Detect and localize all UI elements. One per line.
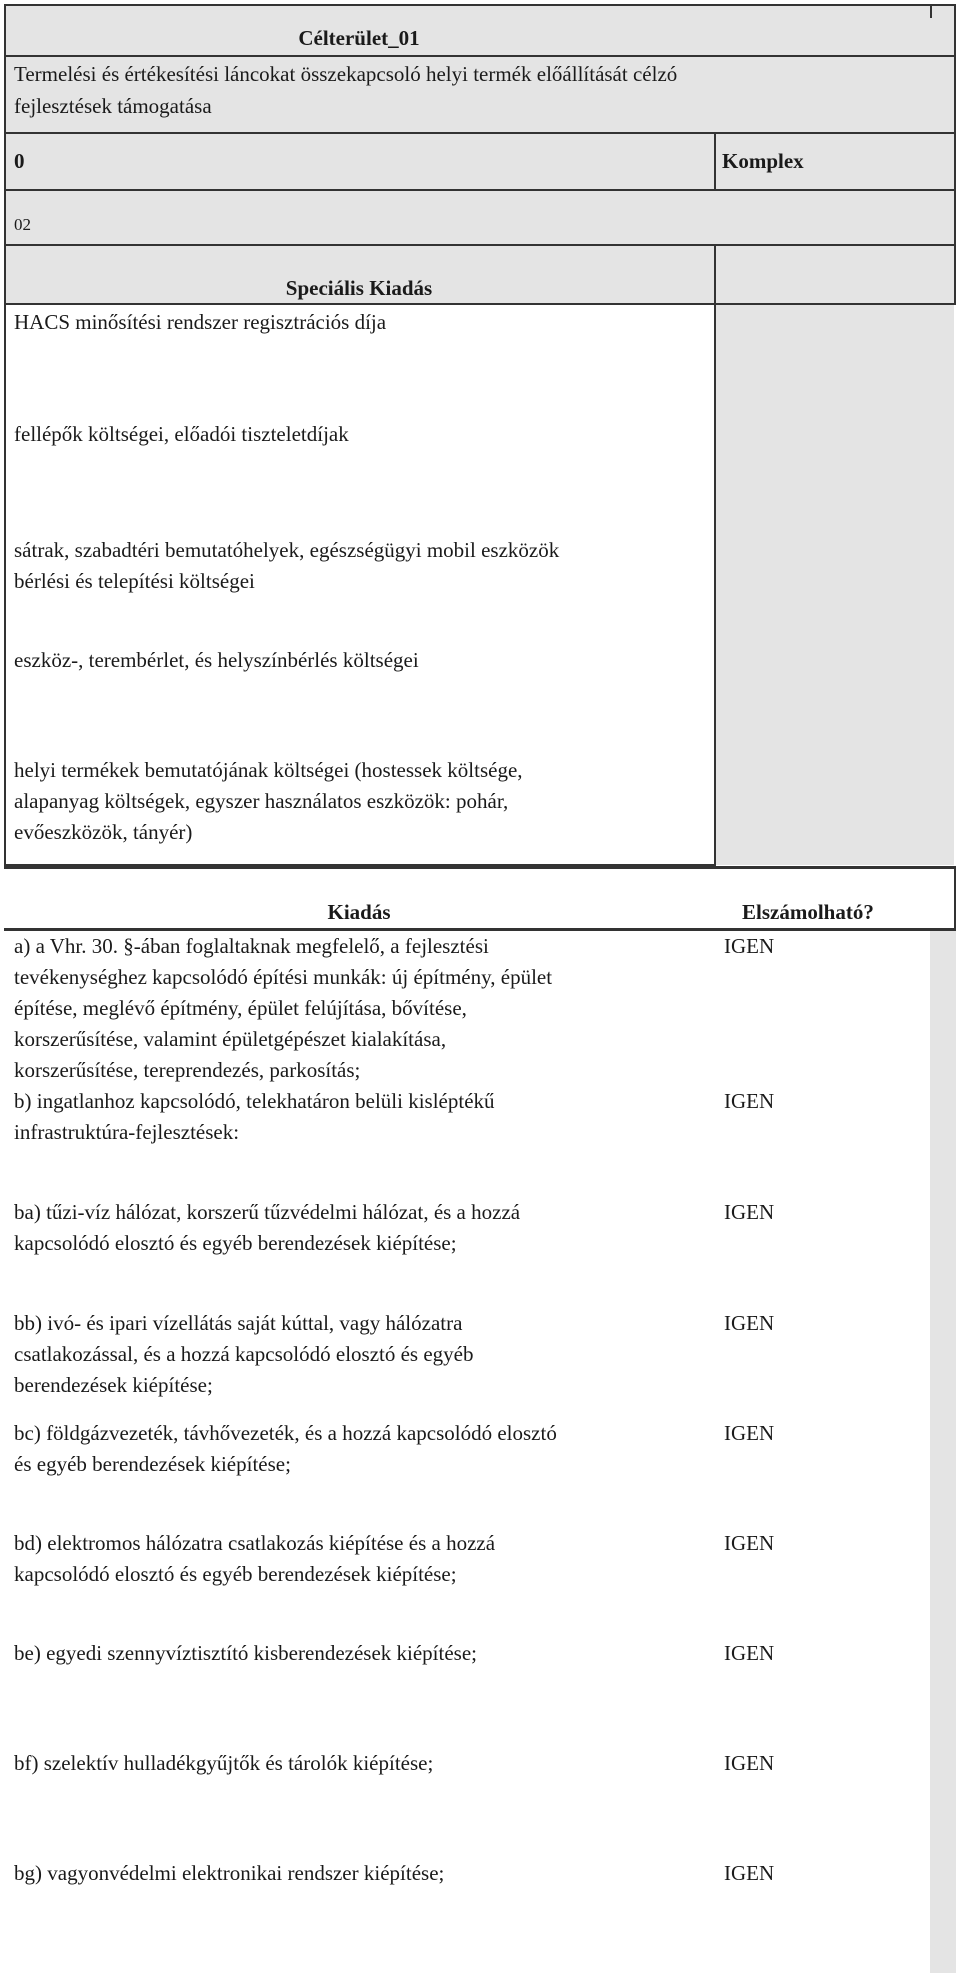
table-row-value: IGEN	[724, 1861, 775, 1885]
table-row-text: be) egyedi szennyvíztisztító kisberendezések kiépítése;	[14, 1641, 477, 1665]
table-col-header-elszamolhato: Elszámolható?	[742, 900, 874, 924]
table-row-text: berendezések kiépítése;	[14, 1373, 213, 1397]
header-left-value: 0	[14, 149, 25, 173]
table-row-value: IGEN	[724, 1531, 775, 1555]
table-row-text: b) ingatlanhoz kapcsolódó, telekhatáron belüli kisléptékű	[14, 1089, 495, 1113]
header-right-value: Komplex	[722, 149, 804, 173]
header-subtitle-line-1: Termelési és értékesítési láncokat összekapcsoló helyi termék előállítását célzó	[14, 62, 678, 86]
special-item: HACS minősítési rendszer regisztrációs díja	[14, 310, 387, 334]
table-row-value: IGEN	[724, 1200, 775, 1224]
table-row-text: kapcsolódó elosztó és egyéb berendezések kiépítése;	[14, 1231, 457, 1255]
special-item-line-2: alapanyag költségek, egyszer használatos eszközök: pohár,	[14, 789, 509, 813]
special-title: Speciális Kiadás	[285, 276, 433, 300]
border-right-top	[930, 4, 932, 18]
special-item-line-2: bérlési és telepítési költségei	[14, 569, 255, 593]
table-row-text: korszerűsítése, tereprendezés, parkosítás;	[14, 1058, 361, 1082]
special-item-line-1: helyi termékek bemutatójának költségei (hostessek költsége,	[14, 758, 523, 782]
special-item-line-3: evőeszközök, tányér)	[14, 820, 193, 844]
border-under-title	[4, 55, 956, 57]
special-item: fellépők költségei, előadói tiszteletdíjak	[14, 422, 349, 446]
table-row-text: bb) ivó- és ipari vízellátás saját kúttal, vagy hálózatra	[14, 1311, 463, 1335]
table-row-value: IGEN	[724, 1751, 775, 1775]
table-row-text: bf) szelektív hulladékgyűjtők és tárolók kiépítése;	[14, 1751, 434, 1775]
table-row-text: bd) elektromos hálózatra csatlakozás kiépítése és a hozzá	[14, 1531, 496, 1555]
table-row-text: a) a Vhr. 30. §-ában foglaltaknak megfelelő, a fejlesztési	[14, 934, 489, 958]
border-special-divider	[714, 244, 716, 304]
table-row-value: IGEN	[724, 1089, 775, 1113]
table-row-value: IGEN	[724, 1311, 775, 1335]
table-row-text: csatlakozással, és a hozzá kapcsolódó elosztó és egyéb	[14, 1342, 474, 1366]
special-item-line-1: sátrak, szabadtéri bemutatóhelyek, egészségügyi mobil eszközök	[14, 538, 560, 562]
table-border-top	[4, 866, 956, 869]
table-row-text: bg) vagyonvédelmi elektronikai rendszer kiépítése;	[14, 1861, 445, 1885]
table-row-value: IGEN	[724, 1421, 775, 1445]
table-row-value: IGEN	[724, 934, 775, 958]
border-right	[954, 4, 956, 304]
special-side-column	[714, 305, 954, 865]
header-code: 02	[14, 215, 31, 234]
table-row-text: infrastruktúra-fejlesztések:	[14, 1120, 240, 1144]
table-row-text: korszerűsítése, valamint épületgépészet kialakítása,	[14, 1027, 447, 1051]
header-title: Célterület_01	[298, 26, 420, 50]
border-under-subtitle	[4, 132, 956, 134]
border-top	[4, 4, 956, 6]
table-row-text: tevékenységhez kapcsolódó építési munkák: új építmény, épület	[14, 965, 553, 989]
table-row-text: ba) tűzi-víz hálózat, korszerű tűzvédelmi hálózat, és a hozzá	[14, 1200, 521, 1224]
table-row-text: építése, meglévő építmény, épület felújítása, bővítése,	[14, 996, 467, 1020]
table-row-value: IGEN	[724, 1641, 775, 1665]
table-side-strip	[930, 930, 956, 1973]
table-row-text: és egyéb berendezések kiépítése;	[14, 1452, 291, 1476]
border-komplex-divider	[714, 132, 716, 190]
table-row-text: bc) földgázvezeték, távhővezeték, és a hozzá kapcsolódó elosztó	[14, 1421, 557, 1445]
header-subtitle-line-2: fejlesztések támogatása	[14, 94, 212, 118]
border-under-komplex	[4, 189, 956, 191]
border-special-items-right	[714, 303, 716, 866]
special-item: eszköz-, terembérlet, és helyszínbérlés költségei	[14, 648, 419, 672]
border-under-code	[4, 244, 956, 246]
table-col-header-kiadas: Kiadás	[327, 900, 391, 924]
table-row-text: kapcsolódó elosztó és egyéb berendezések kiépítése;	[14, 1562, 457, 1586]
table-border-right-top	[954, 866, 956, 928]
